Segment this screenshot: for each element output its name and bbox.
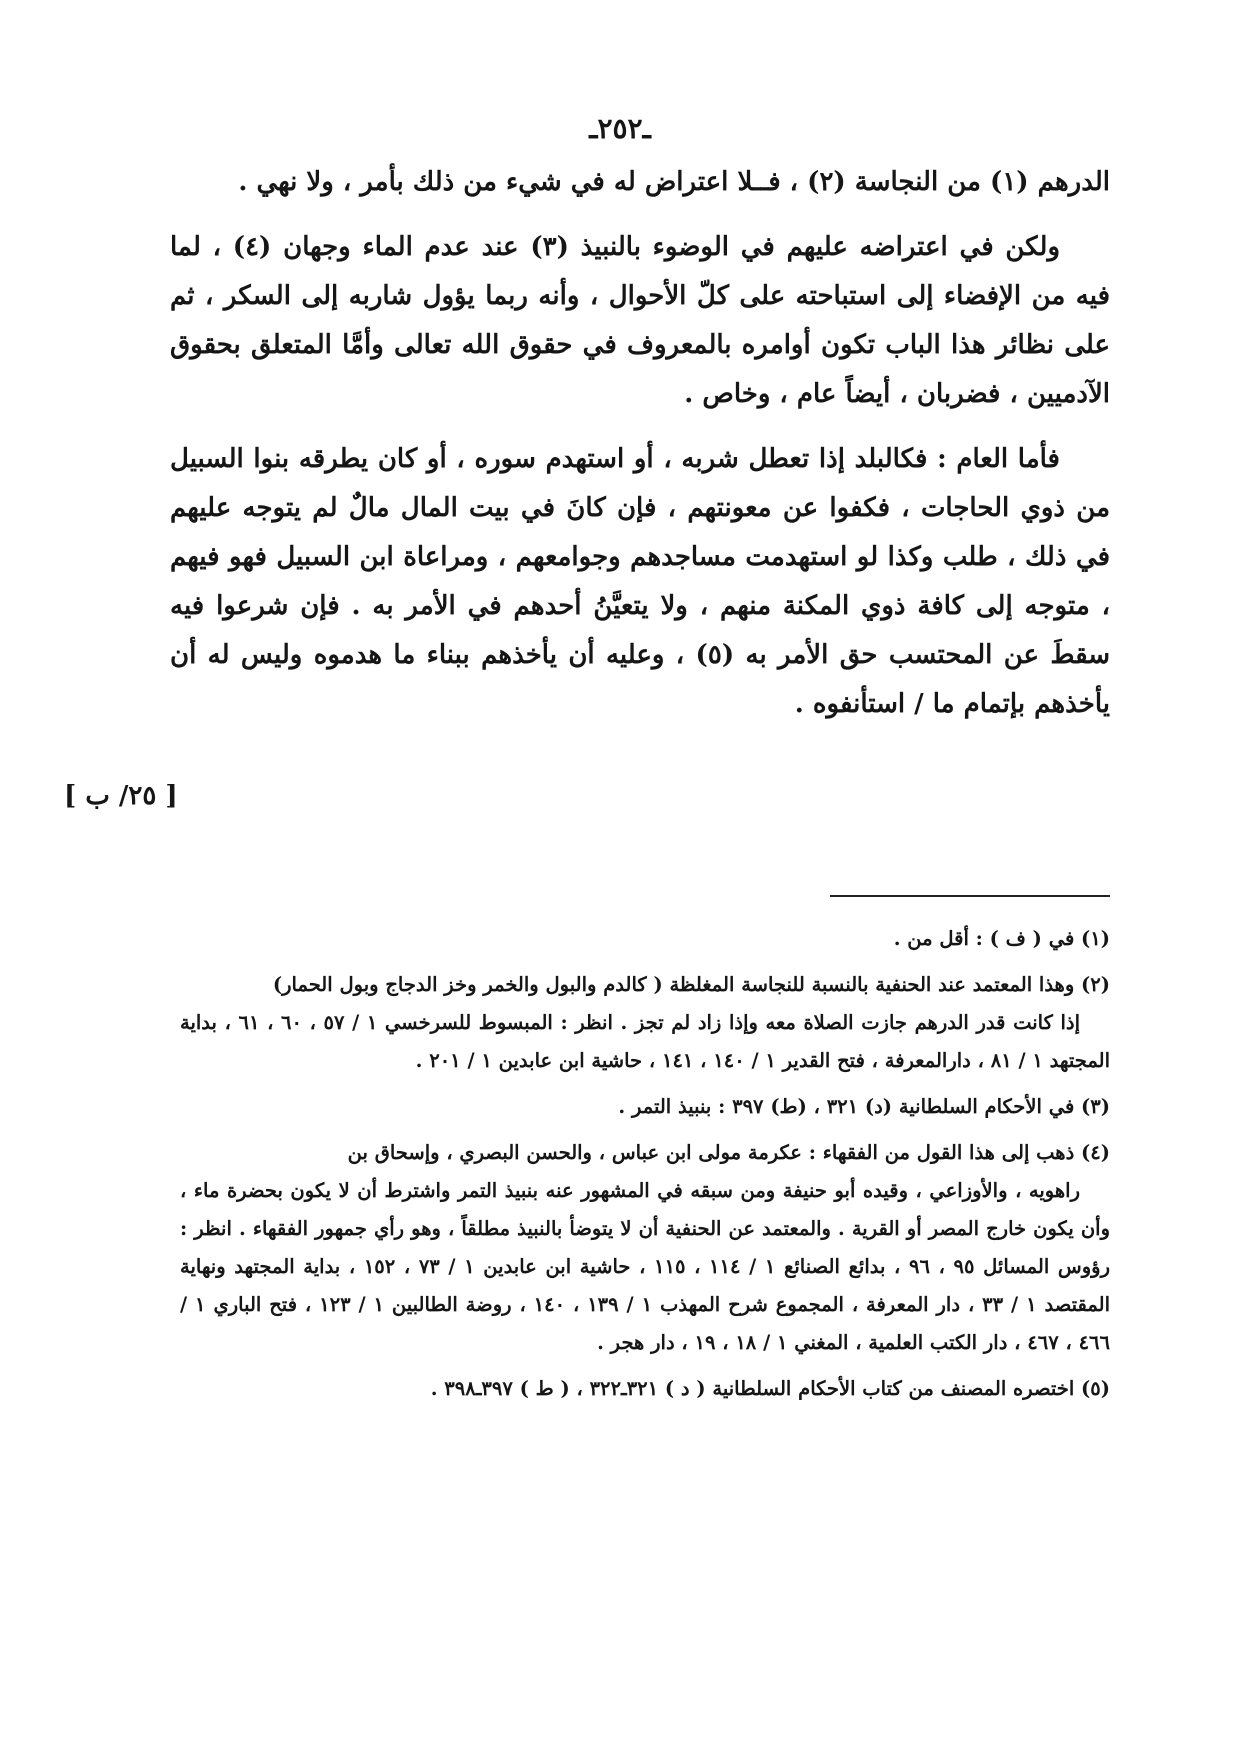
footnote-2 <box>180 966 1110 1080</box>
footnote-2-first-line: (٢) وهذا المعتمد عند الحنفية بالنسبة للنجاسة المغلظة ( كالدم والبول والخمر وخز الدجاج وبول الحمار) <box>272 973 1110 996</box>
page-number: ـ٢٥٢ـ <box>589 112 651 145</box>
footnote-5: (٥) اختصره المصنف من كتاب الأحكام السلطانية ( د ) ٣٢١ـ٣٢٢ ، ( ط ) ٣٩٧ـ٣٩٨ . <box>430 1377 1110 1400</box>
footnote-4-first-line: (٤) ذهب إلى هذا القول من الفقهاء : عكرمة مولى ابن عباس ، والحسن البصري ، وإسحاق بن <box>347 1141 1110 1164</box>
footnotes <box>180 920 1110 1416</box>
footnote-3: (٣) في الأحكام السلطانية (د) ٣٢١ ، (ط) ٣٩٧ : بنبيذ التمر . <box>618 1095 1110 1118</box>
main-text <box>170 158 1110 729</box>
footnote-1: (١) في ( ف ) : أقل من . <box>893 927 1110 950</box>
manuscript-folio-marker: [ ٢٥/ ب ] <box>64 781 178 811</box>
paragraph-2: ولكن في اعتراضه عليهم في الوضوء بالنبيذ (٣) عند عدم الماء وجهان (٤) ، لما فيه من الإفضاء إلى استباحته على كلّ الأحوال ، وأنه ربما يؤول شاربه إلى السكر ، ثم على نظائر هذا الباب تكون أوامره بالمعروف في حقوق الله تعالى وأمَّا المتعلق بحقوق الآدميين ، فضربان ، أيضاً عام ، وخاص . <box>170 232 1110 409</box>
footnote-4-body: راهويه ، والأوزاعي ، وقيده أبو حنيفة ومن سبقه في المشهور عنه بنبيذ التمر واشترط أن لا يكون بحضرة ماء ، وأن يكون خارج المصر أو القرية . والمعتمد عن الحنفية أن لا يتوضأ بالنبيذ مطلقاً ، وهو رأي جمهور الفقهاء . انظر : رؤوس المسائل ٩٥ ، ٩٦ ، بدائع الصنائع ١ / ١١٤ ، ١١٥ ، حاشية ابن عابدين ١ / ٧٣ ، ١٥٢ ، بداية المجتهد ونهاية المقتصد ١ / ٣٣ ، دار المعرفة ، المجموع شرح المهذب ١ / ١٣٩ ، ١٤٠ ، روضة الطالبين ١ / ١٢٣ ، فتح الباري ١ / ٤٦٦ ، ٤٦٧ ، دار الكتب العلمية ، المغني ١ / ١٨ ، ١٩ ، دار هجر . <box>180 1179 1110 1354</box>
footnote-separator <box>830 895 1110 897</box>
paragraph-3: فأما العام : فكالبلد إذا تعطل شربه ، أو استهدم سوره ، أو كان يطرقه بنوا السبيل من ذوي الحاجات ، فكفوا عن معونتهم ، فإن كانَ في بيت المال مالٌ لم يتوجه عليهم في ذلك ، طلب وكذا لو استهدمت مساجدهم وجوامعهم ، ومراعاة ابن السبيل فهو فيهم ، متوجه إلى كافة ذوي المكنة منهم ، ولا يتعيَّنُ أحدهم في الأمر به . فإن شرعوا فيه سقطَ عن المحتسب حق الأمر به (٥) ، وعليه أن يأخذهم ببناء ما هدموه وليس له أن يأخذهم بإتمام ما / استأنفوه . <box>170 444 1111 719</box>
footnote-4 <box>180 1134 1110 1362</box>
paragraph-1: الدرهم (١) من النجاسة (٢) ، فــلا اعتراض له في شيء من ذلك بأمر ، ولا نهي . <box>238 167 1110 197</box>
footnote-2-body: إذا كانت قدر الدرهم جازت الصلاة معه وإذا زاد لم تجز . انظر : المبسوط للسرخسي ١ / ٥٧ ، ٦٠ ، ٦١ ، بداية المجتهد ١ / ٨١ ، دارالمعرفة ، فتح القدير ١ / ١٤٠ ، ١٤١ ، حاشية ابن عابدين ١ / ٢٠١ . <box>180 1011 1110 1072</box>
